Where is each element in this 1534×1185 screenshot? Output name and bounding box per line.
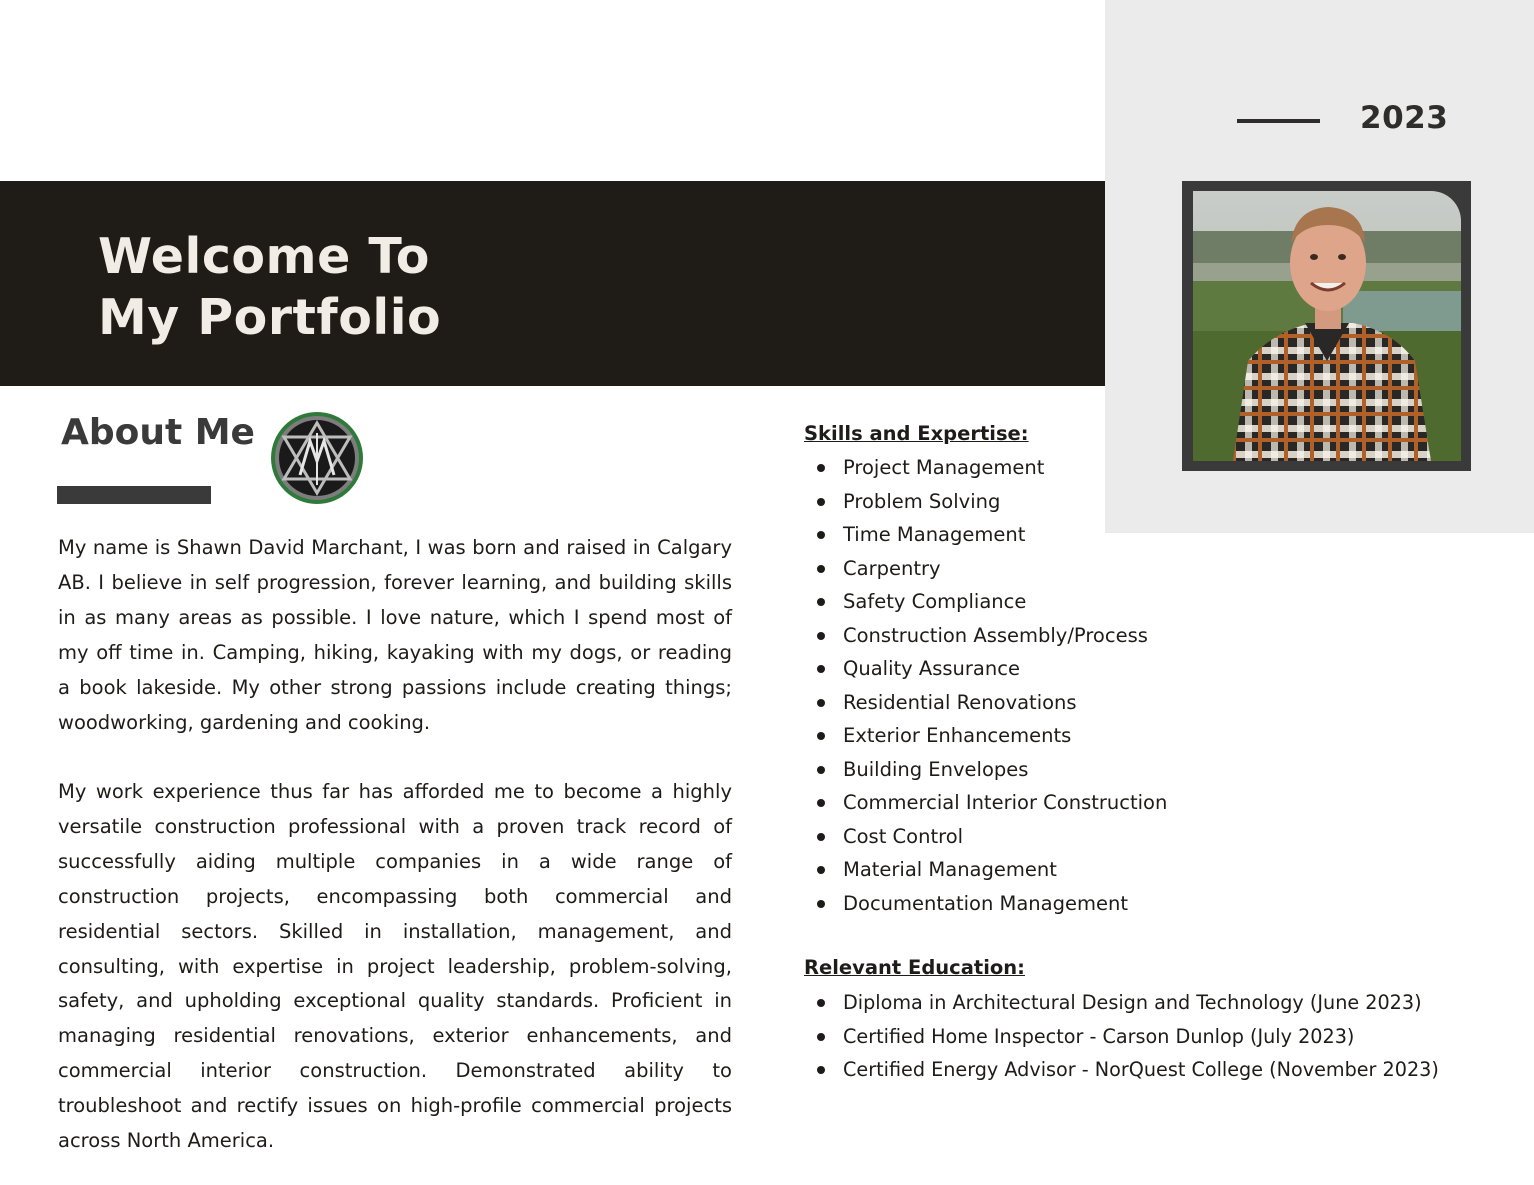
list-item — [843, 986, 1439, 1020]
bullet-icon — [817, 699, 825, 707]
skill-label: Time Management — [843, 523, 1026, 546]
skill-label: Material Management — [843, 858, 1057, 881]
list-item — [843, 820, 1167, 854]
bullet-icon — [817, 799, 825, 807]
education-list — [843, 986, 1439, 1087]
list-item — [843, 1053, 1439, 1087]
list-item — [843, 585, 1167, 619]
education-heading: Relevant Education: — [804, 956, 1025, 979]
skill-label: Quality Assurance — [843, 657, 1020, 680]
bullet-icon — [817, 498, 825, 506]
list-item — [843, 619, 1167, 653]
skills-list — [843, 451, 1167, 920]
list-item — [843, 451, 1167, 485]
bullet-icon — [817, 598, 825, 606]
education-label: Certified Energy Advisor - NorQuest College (November 2023) — [843, 1058, 1439, 1081]
list-item — [843, 686, 1167, 720]
education-label: Certified Home Inspector - Carson Dunlop (July 2023) — [843, 1024, 1355, 1048]
about-paragraph-2: My work experience thus far has afforded me to become a highly versatile construction professional with a proven track record of successfully aiding multiple companies in a wide range of construction projects, encompassing both commercial and residential sectors. Skilled in installation, management, and consulting, with expertise in project leadership, problem-solving, safety, and upholding exceptional quality standards. Proficient in managing residential renovations, exterior enhancements, and commercial interior construction. Demonstrated ability to troubleshoot and rectify issues on high-profile commercial projects across North America. — [58, 780, 732, 1153]
profile-photo-frame — [1182, 181, 1471, 471]
list-item — [843, 753, 1167, 787]
skill-label: Building Envelopes — [843, 757, 1029, 781]
skill-label: Problem Solving — [843, 489, 1001, 513]
about-paragraph-1: My name is Shawn David Marchant, I was born and raised in Calgary AB. I believe in self progression, forever learning, and building skills in as many areas as possible. I love nature, which I spend most of my off time in. Camping, hiking, kayaking with my dogs, or reading a book lakeside. My other strong passions include creating things; woodworking, gardening and cooking. — [58, 536, 732, 734]
bullet-icon — [817, 632, 825, 640]
profile-photo — [1193, 191, 1461, 461]
about-title: About Me — [61, 412, 255, 453]
bullet-icon — [817, 833, 825, 841]
page-title-line-1: Welcome To — [98, 228, 430, 285]
skill-label: Cost Control — [843, 824, 964, 848]
skills-heading: Skills and Expertise: — [804, 422, 1029, 445]
bullet-icon — [817, 1033, 825, 1041]
skill-label: Exterior Enhancements — [843, 724, 1072, 747]
skill-label: Safety Compliance — [843, 590, 1027, 613]
about-underline-bar — [57, 486, 211, 504]
bullet-icon — [817, 732, 825, 740]
list-item — [843, 485, 1167, 519]
list-item — [843, 1020, 1439, 1054]
list-item — [843, 887, 1167, 921]
skill-label: Documentation Management — [843, 891, 1128, 915]
page-title — [98, 226, 441, 348]
monogram-logo-icon — [270, 411, 364, 505]
skill-label: Commercial Interior Construction — [843, 791, 1168, 814]
bullet-icon — [817, 665, 825, 673]
list-item — [843, 719, 1167, 753]
skill-label: Carpentry — [843, 556, 941, 580]
list-item — [843, 786, 1167, 820]
list-item — [843, 853, 1167, 887]
bullet-icon — [817, 464, 825, 472]
bullet-icon — [817, 565, 825, 573]
list-item — [843, 518, 1167, 552]
year-divider — [1237, 119, 1320, 123]
skill-label: Construction Assembly/Process — [843, 623, 1148, 647]
list-item — [843, 652, 1167, 686]
skill-label: Residential Renovations — [843, 690, 1077, 714]
education-label: Diploma in Architectural Design and Technology (June 2023) — [843, 991, 1422, 1014]
bullet-icon — [817, 866, 825, 874]
bullet-icon — [817, 999, 825, 1007]
skill-label: Project Management — [843, 456, 1045, 479]
year-label: 2023 — [1360, 100, 1449, 136]
profile-photo-illustration — [1193, 191, 1461, 461]
bullet-icon — [817, 531, 825, 539]
list-item — [843, 552, 1167, 586]
bullet-icon — [817, 766, 825, 774]
page-title-line-2: My Portfolio — [98, 289, 442, 346]
bullet-icon — [817, 900, 825, 908]
bullet-icon — [817, 1066, 825, 1074]
